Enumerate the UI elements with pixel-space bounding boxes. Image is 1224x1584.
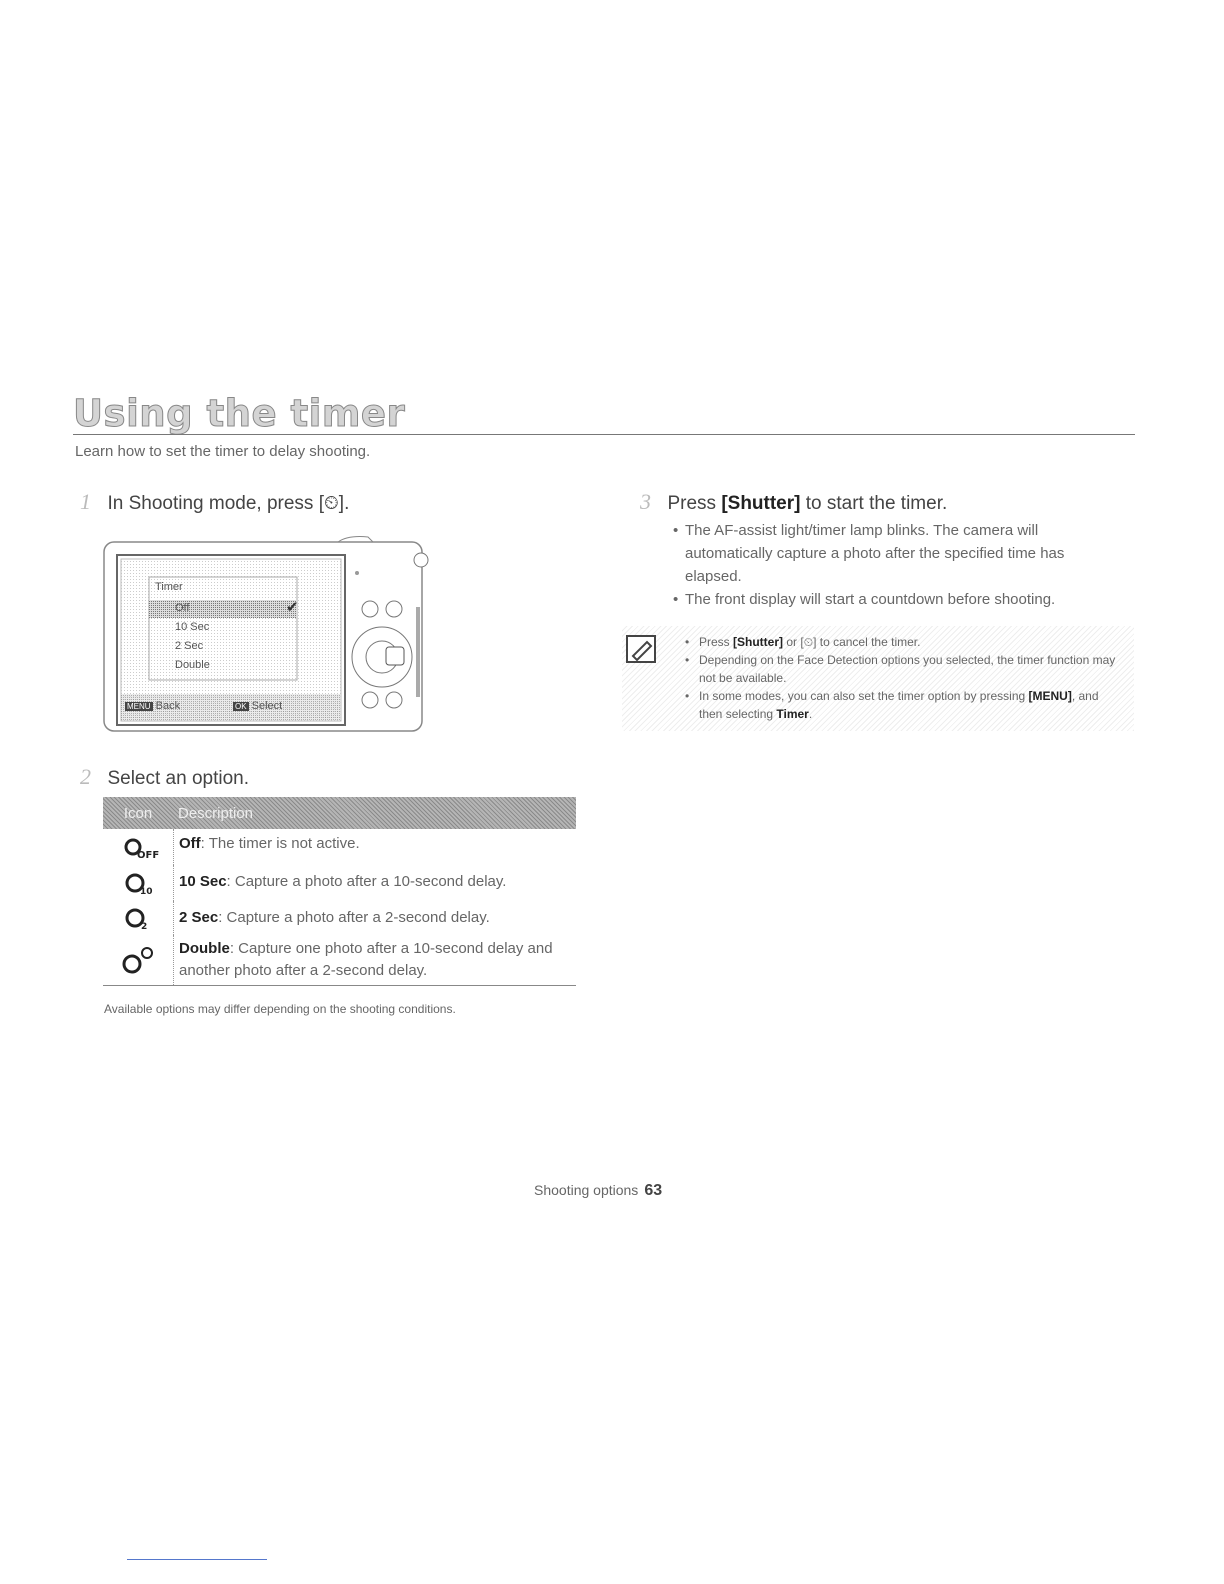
lcd-back-hint bbox=[125, 700, 180, 712]
row-text: : The timer is not active. bbox=[200, 835, 360, 852]
bottom-divider bbox=[127, 1559, 267, 1560]
svg-text:2: 2 bbox=[141, 922, 148, 932]
table-note: Available options may differ depending on the shooting conditions. bbox=[104, 1002, 456, 1016]
row-text: : Capture a photo after a 2-second delay. bbox=[218, 909, 490, 926]
page-title: Using the timer bbox=[73, 392, 406, 435]
step-text-end: ]. bbox=[338, 493, 350, 514]
note-text: In some modes, you can also set the timer option by pressing bbox=[699, 689, 1029, 703]
menu-key: [MENU] bbox=[1028, 689, 1072, 703]
table-row bbox=[103, 865, 576, 901]
lcd-menu-title: Timer bbox=[155, 581, 183, 593]
row-term: Off bbox=[179, 835, 201, 852]
row-description bbox=[173, 901, 490, 935]
svg-text:OFF: OFF bbox=[137, 850, 160, 861]
step-3 bbox=[640, 489, 947, 515]
options-table bbox=[103, 797, 576, 986]
note-item: • Depending on the Face Detection options you selected, the timer function may not be available. bbox=[685, 651, 1125, 687]
step-2 bbox=[80, 764, 249, 790]
page-footer bbox=[534, 1182, 662, 1200]
camera-illustration bbox=[103, 537, 423, 733]
row-description bbox=[173, 865, 506, 901]
back-label: Back bbox=[155, 700, 181, 712]
lcd-select-hint bbox=[233, 700, 282, 712]
shutter-key: [Shutter] bbox=[721, 493, 801, 514]
lcd-menu-item: 2 Sec bbox=[175, 640, 204, 652]
menu-key-label: MENU bbox=[127, 702, 151, 711]
note-item bbox=[685, 633, 1125, 651]
lcd-menu-item: Off bbox=[175, 602, 190, 614]
row-term: 2 Sec bbox=[179, 909, 219, 926]
timer-2sec-icon bbox=[103, 901, 173, 935]
header-description: Description bbox=[178, 804, 254, 822]
note-list bbox=[685, 633, 1125, 723]
timer-off-icon bbox=[103, 829, 173, 865]
step-number: 3 bbox=[640, 489, 651, 514]
note-text: . bbox=[808, 707, 813, 721]
shutter-key: [Shutter] bbox=[733, 635, 784, 649]
table-row bbox=[103, 901, 576, 935]
step-text: Press bbox=[667, 493, 722, 514]
timer-10sec-icon bbox=[103, 865, 173, 901]
note-text: Press bbox=[699, 635, 734, 649]
lcd-menu-item: 10 Sec bbox=[175, 621, 210, 633]
timer-double-icon bbox=[103, 935, 173, 985]
timer-button-icon: ⏲ bbox=[323, 493, 339, 514]
note-text: ] to cancel the timer. bbox=[813, 635, 921, 649]
note-text: or [ bbox=[783, 635, 804, 649]
table-header bbox=[103, 797, 576, 829]
step-text-end: to start the timer. bbox=[800, 493, 948, 514]
row-text: : Capture one photo after a 10-second delay and another photo after a 2-second delay. bbox=[179, 940, 553, 979]
row-term: 10 Sec bbox=[179, 873, 227, 890]
step-text: In Shooting mode, press [ bbox=[107, 493, 324, 514]
row-description bbox=[173, 935, 559, 985]
page-number: 63 bbox=[644, 1182, 663, 1199]
row-description bbox=[173, 829, 360, 865]
step-number: 1 bbox=[80, 489, 91, 514]
select-label: Select bbox=[251, 700, 283, 712]
step-text: Select an option. bbox=[107, 768, 249, 789]
step-1 bbox=[80, 489, 349, 515]
checkmark-icon: ✔ bbox=[286, 599, 299, 616]
note-icon bbox=[625, 634, 659, 669]
table-row bbox=[103, 935, 576, 986]
svg-text:10: 10 bbox=[140, 887, 153, 897]
bullet-item: • The AF-assist light/timer lamp blinks. The camera will automatically capture a photo after the specified time has elapsed. bbox=[673, 519, 1123, 588]
page-subtitle: Learn how to set the timer to delay shooting. bbox=[75, 443, 371, 460]
ok-key-label: OK bbox=[235, 702, 247, 711]
table-row bbox=[103, 829, 576, 865]
note-text: , and then selecting bbox=[699, 689, 1099, 721]
bullet-item: • The front display will start a countdown before shooting. bbox=[673, 588, 1123, 611]
row-term: Double bbox=[179, 940, 230, 957]
footer-section: Shooting options bbox=[534, 1182, 639, 1198]
timer-button-icon: ⏲ bbox=[803, 635, 814, 649]
step-number: 2 bbox=[80, 764, 91, 789]
header-icon: Icon bbox=[123, 804, 153, 822]
timer-menu-label: Timer bbox=[776, 707, 809, 721]
step-3-bullets bbox=[673, 519, 1123, 611]
title-divider bbox=[73, 434, 1135, 435]
lcd-menu-item: Double bbox=[175, 659, 210, 671]
row-text: : Capture a photo after a 10-second delay. bbox=[226, 873, 507, 890]
note-item bbox=[685, 687, 1125, 723]
